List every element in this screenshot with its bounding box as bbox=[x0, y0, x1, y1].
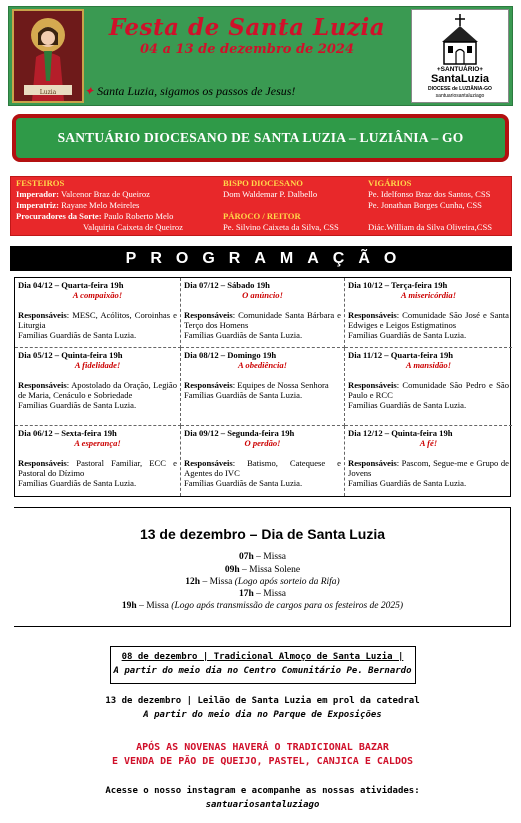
schedule-cell bbox=[345, 278, 512, 348]
mass-label: – Missa bbox=[200, 577, 235, 587]
schedule-day: Dia 07/12 – Sábado 19h bbox=[184, 280, 270, 290]
schedule-responsibles bbox=[184, 310, 341, 331]
mass-note: (Logo após transmissão de cargos para os festeiros de 2025) bbox=[171, 601, 404, 611]
schedule-families: Famílias Guardiãs de Santa Luzia. bbox=[184, 478, 303, 489]
saint-caption: Luzia bbox=[39, 89, 57, 96]
logo-line3: DIOCESE de LUZIÂNIA-GO bbox=[428, 86, 492, 92]
schedule-cell bbox=[181, 348, 345, 426]
responsibles-text: : MESC, Acólitos, Coroinhas e Liturgia bbox=[18, 309, 177, 330]
schedule-day: Dia 10/12 – Terça-feira 19h bbox=[348, 280, 448, 290]
schedule-theme: A esperança! bbox=[74, 438, 121, 449]
imperatriz-label: Imperatriz: bbox=[16, 200, 59, 210]
responsibles-label: Responsáveis bbox=[18, 457, 67, 468]
paroco-heading: PÁROCO / REITOR bbox=[223, 211, 301, 221]
vigario-2: Pe. Jonathan Borges Cunha, CSS bbox=[368, 200, 482, 210]
schedule-responsibles bbox=[18, 458, 177, 479]
mass-label: – Missa bbox=[253, 589, 286, 599]
mass-label: – Missa bbox=[136, 601, 172, 611]
bazar-line-1: APÓS AS NOVENAS HAVERÁ O TRADICIONAL BAZAR bbox=[136, 742, 389, 753]
vigario-1: Pe. Idelfonso Braz dos Santos, CSS bbox=[368, 189, 491, 199]
programacao-label: PROGRAMAÇÃO bbox=[125, 249, 411, 267]
schedule-responsibles bbox=[184, 458, 341, 479]
schedule-theme: A fidelidade! bbox=[74, 360, 121, 371]
auction-subtitle: A partir do meio dia no Parque de Exposições bbox=[143, 710, 382, 720]
logo-line2: SantaLuzia bbox=[430, 73, 490, 85]
responsibles-label: Responsáveis bbox=[184, 457, 233, 468]
sanctuary-banner bbox=[12, 114, 509, 162]
mass-hour: 17h bbox=[239, 589, 254, 599]
responsibles-label: Responsáveis bbox=[18, 309, 67, 320]
schedule-cell bbox=[181, 426, 345, 496]
bispo-name: Dom Waldemar P. Dalbello bbox=[223, 189, 318, 199]
responsibles-label: Responsáveis bbox=[184, 309, 233, 320]
schedule-families: Famílias Guardiãs de Santa Luzia. bbox=[18, 478, 137, 489]
bazar-line-2: E VENDA DE PÃO DE QUEIJO, PASTEL, CANJICA E CALDOS bbox=[111, 756, 414, 767]
schedule-day: Dia 05/12 – Quinta-feira 19h bbox=[18, 350, 123, 360]
schedule-families: Famílias Guardiãs de Santa Luzia. bbox=[348, 400, 467, 411]
motto bbox=[84, 84, 295, 99]
responsibles-label: Responsáveis bbox=[184, 379, 233, 390]
schedule-responsibles bbox=[348, 310, 509, 331]
procuradores-name1: Paulo Roberto Melo bbox=[103, 211, 174, 221]
mass-time bbox=[14, 565, 511, 575]
saint-luzia-image bbox=[12, 9, 84, 103]
schedule-theme: A misericórdia! bbox=[400, 290, 457, 301]
imperatriz-name: Rayane Melo Meireles bbox=[61, 200, 140, 210]
schedule-theme: A obediência! bbox=[238, 360, 287, 371]
schedule-responsibles bbox=[348, 458, 509, 479]
mass-time bbox=[14, 552, 511, 562]
schedule-families: Famílias Guardiãs de Santa Luzia. bbox=[184, 389, 303, 400]
schedule-day: Dia 11/12 – Quarta-feira 19h bbox=[348, 350, 454, 360]
diacono: Diác.William da Silva Oliveira,CSS bbox=[368, 222, 493, 232]
procuradores-label: Procuradores da Sorte: bbox=[16, 211, 102, 221]
church-icon bbox=[412, 12, 508, 66]
schedule-families: Famílias Guardiãs de Santa Luzia. bbox=[348, 478, 467, 489]
schedule-responsibles bbox=[348, 380, 509, 401]
page-title: Festa de Santa Luzia bbox=[108, 14, 386, 41]
vigarios-heading: VIGÁRIOS bbox=[368, 178, 412, 188]
instagram-text: Acesse o nosso instagram e acompanhe as nossas atividades: bbox=[105, 786, 420, 796]
responsibles-text: : Pastoral Familiar, ECC e Pastoral do Dízimo bbox=[18, 457, 177, 478]
mass-hour: 07h bbox=[239, 552, 254, 562]
instagram-handle[interactable]: santuariosantaluziago bbox=[205, 800, 320, 810]
schedule-cell bbox=[15, 426, 181, 496]
lunch-subtitle: A partir do meio dia no Centro Comunitário Pe. Bernardo bbox=[113, 666, 412, 676]
programacao-bar bbox=[10, 246, 512, 271]
festeiros-heading: FESTEIROS bbox=[16, 178, 65, 188]
paroco-name: Pe. Silvino Caixeta da Silva, CSS bbox=[223, 222, 339, 232]
responsibles-text: : Apostolado da Oração, Legião de Maria, Cenáculo e Sobriedade bbox=[18, 379, 177, 400]
responsibles-text: : Pascom, Segue-me e Grupo de Jovens bbox=[348, 457, 509, 478]
responsibles-label: Responsáveis bbox=[18, 379, 67, 390]
schedule-cell bbox=[345, 426, 512, 496]
schedule-families: Famílias Guardiãs de Santa Luzia. bbox=[18, 330, 137, 341]
schedule-day: Dia 06/12 – Sexta-feira 19h bbox=[18, 428, 117, 438]
responsibles-label: Responsáveis bbox=[348, 309, 397, 320]
mass-note: (Logo após sorteio da Rifa) bbox=[234, 577, 340, 587]
schedule-cell bbox=[15, 278, 181, 348]
mass-time bbox=[14, 577, 511, 587]
mass-time bbox=[14, 589, 511, 599]
mass-label: – Missa Solene bbox=[239, 565, 301, 575]
schedule-theme: O perdão! bbox=[244, 438, 281, 449]
festival-dates: 04 a 13 de dezembro de 2024 bbox=[139, 42, 355, 57]
schedule-theme: A fé! bbox=[419, 438, 438, 449]
motto-text: Santa Luzia, sigamos os passos de Jesus! bbox=[97, 84, 296, 98]
schedule-grid bbox=[14, 277, 511, 497]
schedule-cell bbox=[345, 348, 512, 426]
motto-star-icon: ✦ bbox=[84, 84, 95, 98]
responsibles-text: : Equipes de Nossa Senhora bbox=[232, 379, 329, 390]
lunch-title: 08 de dezembro | Tradicional Almoço de Santa Luzia | bbox=[121, 652, 404, 662]
schedule-responsibles bbox=[184, 380, 341, 390]
schedule-families: Famílias Guardiãs de Santa Luzia. bbox=[18, 400, 137, 411]
mass-hour: 12h bbox=[185, 577, 201, 587]
mass-time bbox=[14, 601, 511, 611]
schedule-responsibles bbox=[18, 310, 177, 331]
schedule-theme: A mansidão! bbox=[405, 360, 452, 371]
responsibles-text: : Comunidade Santa Bárbara e Terço dos Homens bbox=[184, 309, 341, 330]
schedule-day: Dia 08/12 – Domingo 19h bbox=[184, 350, 277, 360]
mass-hour: 19h bbox=[121, 601, 137, 611]
responsibles-label: Responsáveis bbox=[348, 379, 397, 390]
responsibles-label: Responsáveis bbox=[348, 457, 397, 468]
logo-line4: santuariosantaluziago bbox=[435, 93, 485, 99]
bispo-heading: BISPO DIOCESANO bbox=[223, 178, 303, 188]
responsibles-text: : Batismo, Catequese e Agentes do IVC bbox=[184, 457, 341, 478]
schedule-day: Dia 04/12 – Quarta-feira 19h bbox=[18, 280, 124, 290]
schedule-responsibles bbox=[18, 380, 177, 401]
schedule-theme: O anúncio! bbox=[242, 290, 283, 301]
auction-title: 13 de dezembro | Leilão de Santa Luzia em prol da catedral bbox=[105, 696, 420, 706]
banner-text: SANTUÁRIO DIOCESANO DE SANTA LUZIA – LUZIÂNIA – GO bbox=[57, 130, 464, 145]
mass-hour: 09h bbox=[224, 565, 240, 575]
schedule-day: Dia 12/12 – Quinta-feira 19h bbox=[348, 428, 453, 438]
feast-day-title: 13 de dezembro – Dia de Santa Luzia bbox=[139, 526, 386, 542]
mass-label: – Missa bbox=[253, 552, 286, 562]
responsibles-text: : Comunidade São José e Santa Edwiges e Leigos Estigmatinos bbox=[348, 309, 509, 330]
schedule-day: Dia 09/12 – Segunda-feira 19h bbox=[184, 428, 295, 438]
schedule-families: Famílias Guardiãs de Santa Luzia. bbox=[184, 330, 303, 341]
logo-line1: +SANTUÁRIO+ bbox=[436, 66, 484, 73]
schedule-cell bbox=[15, 348, 181, 426]
imperador-name: Valcenor Braz de Queiroz bbox=[60, 189, 150, 199]
schedule-cell bbox=[181, 278, 345, 348]
officials-panel bbox=[10, 176, 512, 236]
responsibles-text: : Comunidade São Pedro e São Paulo e RCC bbox=[348, 379, 509, 400]
sanctuary-logo bbox=[411, 9, 509, 103]
schedule-families: Famílias Guardiãs de Santa Luzia. bbox=[348, 330, 467, 341]
schedule-theme: A compaixão! bbox=[72, 290, 123, 301]
imperador-label: Imperador: bbox=[16, 189, 59, 199]
procuradores-name2: Valquiria Caixeta de Queiroz bbox=[83, 222, 183, 232]
